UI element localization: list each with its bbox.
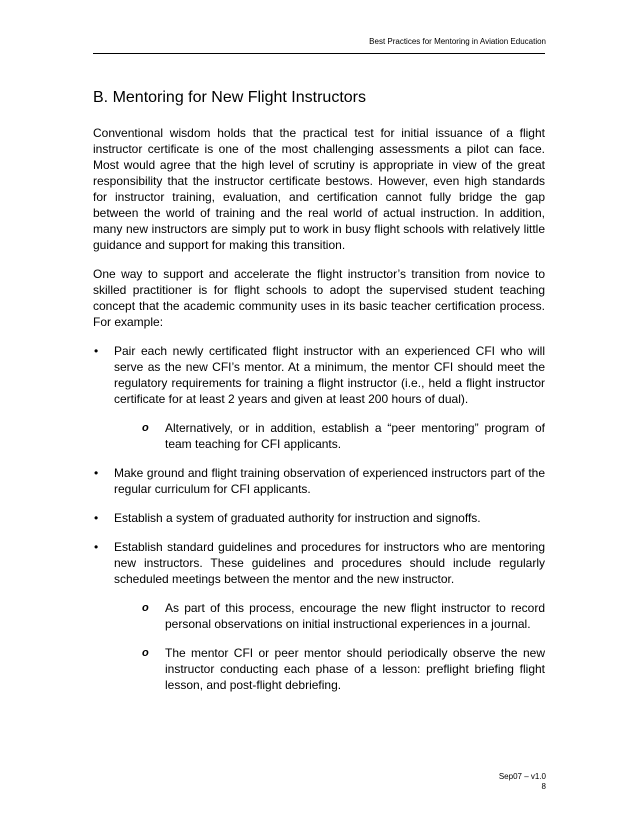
list-item-text: Establish standard guidelines and procedures for instructors who are mentoring new instructors. These guidelines and procedures should include regularly scheduled meetings between the mentor and the new instructor. <box>114 540 545 586</box>
list-item <box>93 343 545 452</box>
page-body <box>93 88 545 706</box>
sub-list-item-text: Alternatively, or in addition, establish a “peer mentoring” program of team teaching for CFI applicants. <box>165 421 545 451</box>
list-item-text: Make ground and flight training observation of experienced instructors part of the regular curriculum for CFI applicants. <box>114 466 545 496</box>
page-number: 8 <box>541 782 546 791</box>
sub-list <box>114 420 545 452</box>
sub-list-item-text: As part of this process, encourage the new flight instructor to record personal observations on initial instructional experiences in a journal. <box>165 601 545 631</box>
sub-list <box>114 600 545 693</box>
header-rule <box>93 53 545 54</box>
list-item <box>93 465 545 497</box>
bullet-icon: • <box>94 344 99 358</box>
sub-list-item-text: The mentor CFI or peer mentor should periodically observe the new instructor conducting each phase of a lesson: preflight briefing flight lesson, and post-flight debriefing. <box>165 646 545 692</box>
sub-list-item <box>114 600 545 632</box>
list-item-text: Establish a system of graduated authority for instruction and signoffs. <box>114 511 481 525</box>
sub-bullet-icon: o <box>142 602 149 614</box>
paragraph-intro: Conventional wisdom holds that the practical test for initial issuance of a flight instructor certificate is one of the most challenging assessments a pilot can face. Most would agree that the high level of scrutiny is appropriate in view of the great responsibility that the instructor certificate bestows. However, even high standards for instructor training, evaluation, and certification cannot fully bridge the gap between the world of training and the real world of actual instruction. In addition, many new instructors are simply put to work in busy flight schools with relatively little guidance and support for making this transition. <box>93 126 545 252</box>
list-item <box>93 510 545 526</box>
running-header: Best Practices for Mentoring in Aviation Education <box>369 37 546 46</box>
version-label: Sep07 – v1.0 <box>498 772 546 781</box>
sub-bullet-icon: o <box>142 422 149 434</box>
sub-list-item <box>114 645 545 693</box>
list-item <box>93 539 545 693</box>
section-title: B. Mentoring for New Flight Instructors <box>93 89 366 106</box>
page-footer <box>499 772 546 792</box>
bullet-icon: • <box>94 511 99 525</box>
paragraph-example: One way to support and accelerate the flight instructor’s transition from novice to skilled practitioner is for flight schools to adopt the supervised student teaching concept that the academic community uses in its basic teacher certification process. For example: <box>93 267 545 329</box>
sub-list-item <box>114 420 545 452</box>
bullet-icon: • <box>94 540 99 554</box>
sub-bullet-icon: o <box>142 647 149 659</box>
bullet-icon: • <box>94 466 99 480</box>
recommendation-list <box>93 343 545 693</box>
list-item-text: Pair each newly certificated flight instructor with an experienced CFI who will serve as the new CFI’s mentor. At a minimum, the mentor CFI should meet the regulatory requirements for training a flight instructor (i.e., held a flight instructor certificate for at least 2 years and given at least 200 hours of dual). <box>114 344 545 406</box>
